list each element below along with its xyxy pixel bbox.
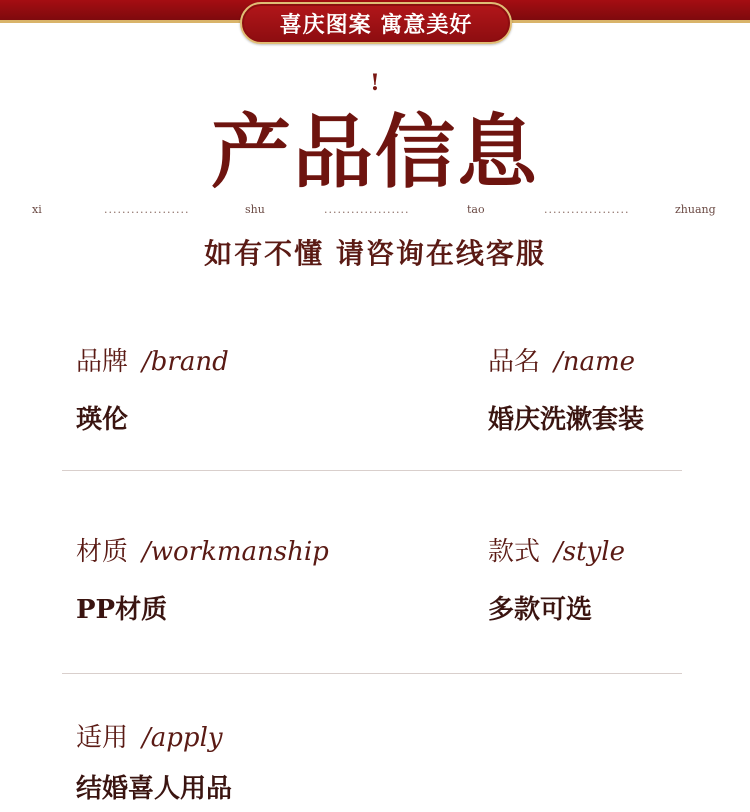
dotted-separator: ................... bbox=[544, 203, 630, 216]
pinyin-row bbox=[0, 203, 750, 219]
dotted-separator: ................... bbox=[324, 203, 410, 216]
brand-value: 瑛伦 bbox=[76, 405, 129, 435]
apply-label bbox=[76, 717, 223, 754]
apply-label-en: /apply bbox=[142, 723, 223, 753]
apply-label-cn: 适用 bbox=[76, 723, 129, 753]
page-title: 产品信息 bbox=[211, 105, 539, 199]
style-value: 多款可选 bbox=[488, 595, 593, 625]
dotted-separator: ................... bbox=[104, 203, 190, 216]
pinyin-xi: xi bbox=[32, 203, 42, 216]
material-label-en: /workmanship bbox=[142, 537, 329, 567]
brand-label-cn: 品牌 bbox=[76, 347, 129, 377]
divider bbox=[62, 470, 682, 471]
pinyin-shu: shu bbox=[245, 203, 265, 216]
apply-value: 结婚喜人用品 bbox=[76, 774, 233, 804]
divider bbox=[62, 673, 682, 674]
page-subtitle: 如有不懂 请咨询在线客服 bbox=[204, 237, 546, 270]
material-label-cn: 材质 bbox=[76, 537, 129, 567]
style-label bbox=[488, 531, 625, 568]
style-label-cn: 款式 bbox=[488, 537, 541, 567]
top-banner: 喜庆图案 寓意美好 bbox=[240, 2, 512, 44]
name-value: 婚庆洗漱套装 bbox=[488, 405, 645, 435]
name-label-en: /name bbox=[554, 347, 636, 377]
material-value: PP材质 bbox=[76, 595, 168, 625]
brand-label-en: /brand bbox=[142, 347, 229, 377]
name-label-cn: 品名 bbox=[488, 347, 541, 377]
pinyin-tao: tao bbox=[467, 203, 485, 216]
pinyin-zhuang: zhuang bbox=[675, 203, 716, 216]
brand-label bbox=[76, 341, 229, 378]
material-label bbox=[76, 531, 329, 568]
style-label-en: /style bbox=[554, 537, 625, 567]
name-label bbox=[488, 341, 635, 378]
exclamation-mark: ! bbox=[370, 70, 380, 96]
